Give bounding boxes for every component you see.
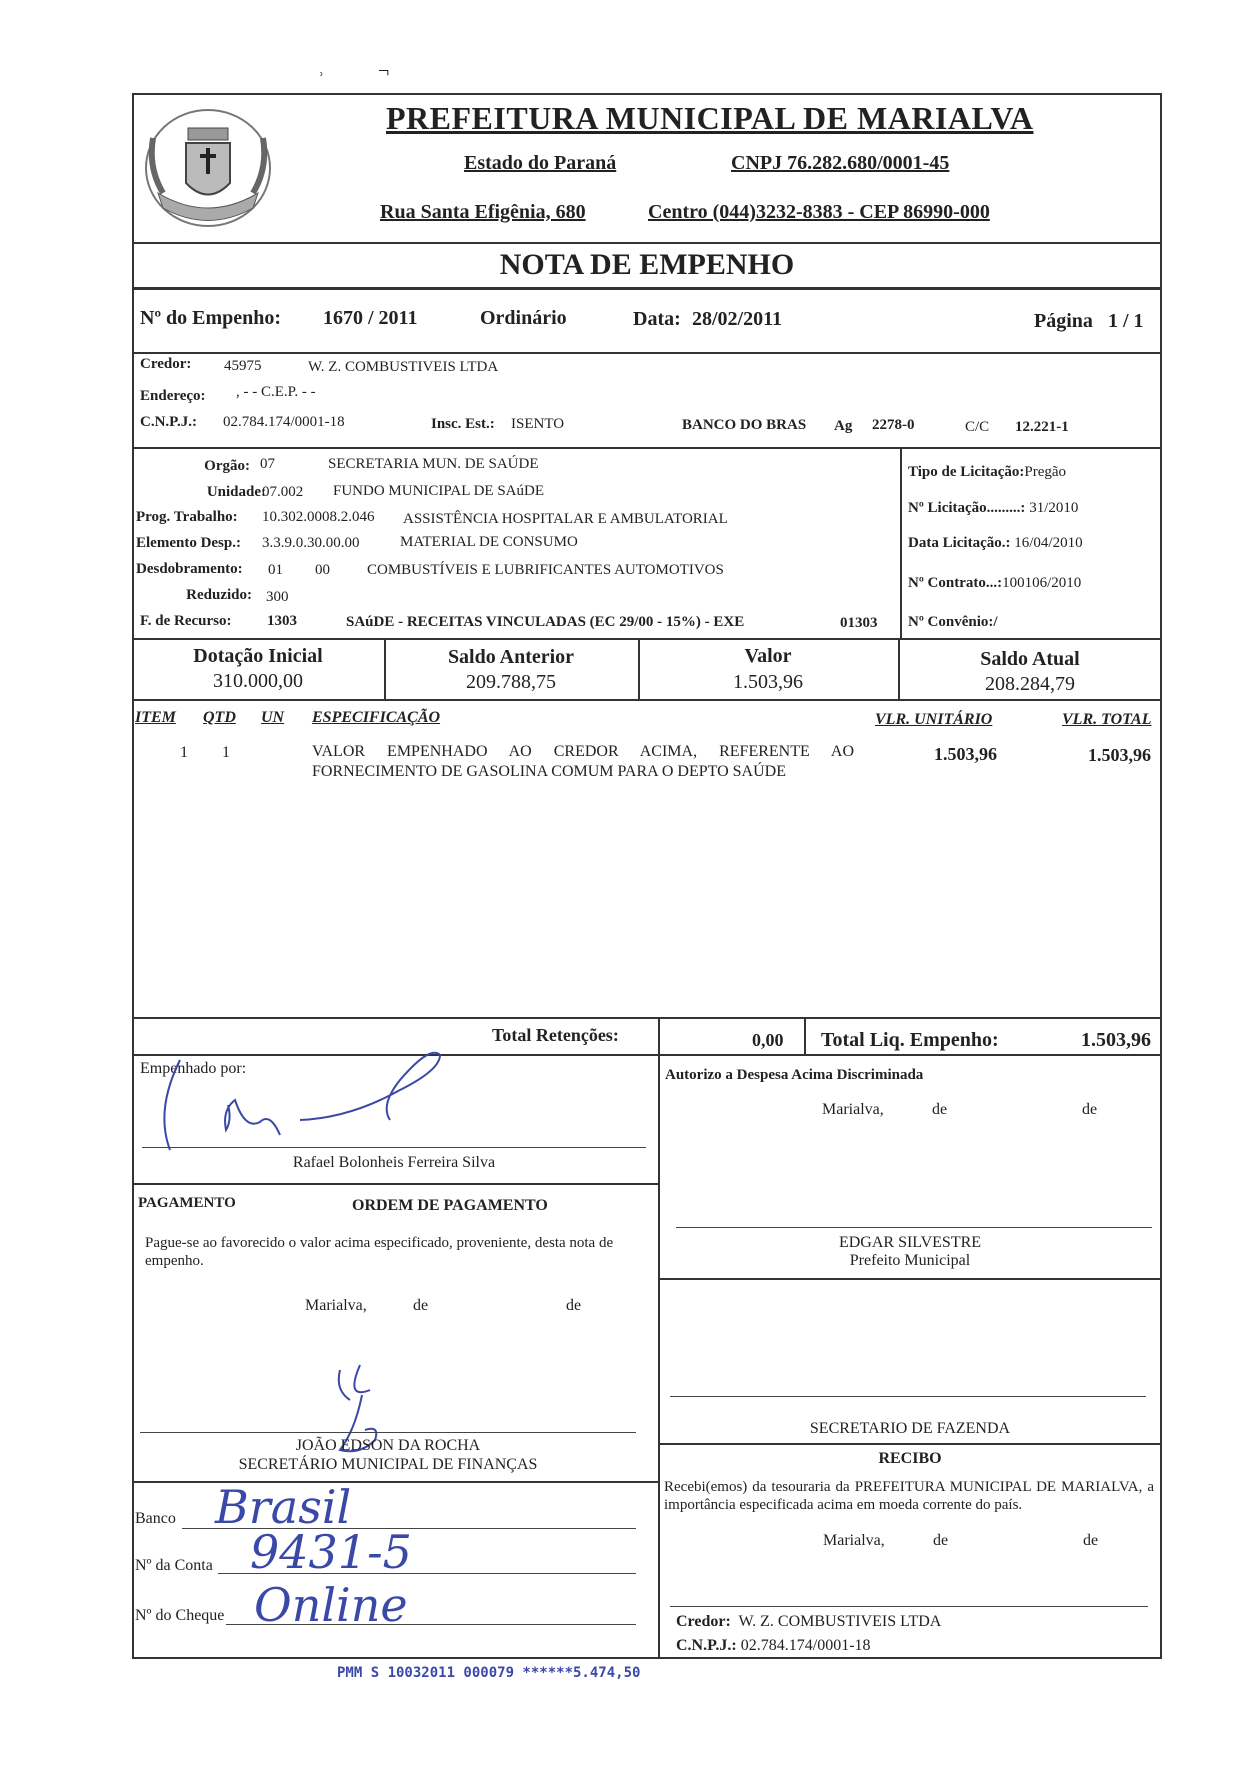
credor-code: 45975 bbox=[224, 358, 262, 374]
licitacao-number-value: 31/2010 bbox=[1029, 500, 1079, 516]
page-label: Página bbox=[1034, 310, 1093, 332]
col-item: ITEM bbox=[135, 709, 176, 726]
banco-label: Banco bbox=[135, 1510, 176, 1527]
total-liq-label: Total Liq. Empenho: bbox=[821, 1029, 999, 1051]
cheque-handwritten: Online bbox=[254, 1578, 408, 1632]
desdobramento-label: Desdobramento: bbox=[136, 561, 243, 577]
col-qtd: QTD bbox=[203, 709, 236, 726]
item-number: 1 bbox=[180, 744, 188, 761]
stray-mark: ¬ bbox=[378, 60, 390, 82]
licitacao-number bbox=[908, 500, 1078, 517]
signature-empenhado bbox=[150, 1050, 470, 1160]
reduzido-label: Reduzido: bbox=[186, 587, 252, 603]
autorizo-de-1: de bbox=[932, 1101, 948, 1118]
coat-of-arms-icon bbox=[138, 98, 278, 238]
credor-label: Credor: bbox=[140, 356, 192, 372]
conta-handwritten: 9431-5 bbox=[250, 1525, 412, 1579]
stray-mark: ˒ bbox=[318, 60, 325, 82]
col-un: UN bbox=[261, 709, 285, 726]
licitacao-date-label: Data Licitação.: bbox=[908, 535, 1011, 551]
prefeito-cargo: Prefeito Municipal bbox=[849, 1252, 971, 1269]
unidade-label: Unidade: bbox=[206, 484, 266, 500]
tipo-licitacao-value: Pregão bbox=[1024, 464, 1067, 480]
ordem-pagamento-label: ORDEM DE PAGAMENTO bbox=[352, 1197, 548, 1214]
item-spec-line1: VALOR EMPENHADO AO CREDOR ACIMA, REFERENTE AO bbox=[312, 743, 854, 760]
credor-cnpj-label: C.N.P.J.: bbox=[140, 414, 197, 430]
dotacao-label: Dotação Inicial bbox=[193, 645, 323, 667]
item-qtd: 1 bbox=[222, 744, 230, 761]
recibo-cnpj-value: 02.784.174/0001-18 bbox=[740, 1637, 871, 1654]
cnpj-label: CNPJ 76.282.680/0001-45 bbox=[731, 152, 950, 174]
agencia-label: Ag bbox=[834, 418, 853, 434]
conta-label: C/C bbox=[965, 419, 990, 435]
elemento-name: MATERIAL DE CONSUMO bbox=[400, 534, 578, 550]
pagamento-label: PAGAMENTO bbox=[138, 1195, 236, 1211]
secfaz-label: SECRETARIO DE FAZENDA bbox=[809, 1420, 1011, 1437]
financas-cargo: SECRETÁRIO MUNICIPAL DE FINANÇAS bbox=[238, 1456, 538, 1473]
desdobramento-b: 00 bbox=[315, 562, 330, 578]
saldo-atual-value: 208.284,79 bbox=[985, 673, 1075, 695]
page-number: 1 / 1 bbox=[1108, 310, 1144, 332]
autorizo-de-2: de bbox=[1082, 1101, 1098, 1118]
total-retencoes-value: 0,00 bbox=[752, 1030, 784, 1050]
orgao-label: Orgão: bbox=[204, 458, 250, 474]
total-retencoes-label: Total Retenções: bbox=[492, 1025, 619, 1045]
banco-name: BANCO DO BRAS bbox=[682, 417, 807, 433]
empenho-number: 1670 / 2011 bbox=[323, 307, 418, 329]
elemento-label: Elemento Desp.: bbox=[136, 535, 241, 551]
pagamento-de-1: de bbox=[413, 1297, 429, 1314]
col-vlr-total: VLR. TOTAL bbox=[1062, 711, 1152, 728]
state-label: Estado do Paraná bbox=[464, 152, 617, 174]
total-liq-value: 1.503,96 bbox=[1081, 1029, 1151, 1051]
credor-name: W. Z. COMBUSTIVEIS LTDA bbox=[308, 359, 499, 375]
pagamento-de-2: de bbox=[566, 1297, 582, 1314]
endereco-label: Endereço: bbox=[140, 388, 206, 404]
prefeito-nome: EDGAR SILVESTRE bbox=[838, 1234, 982, 1251]
autorizo-label: Autorizo a Despesa Acima Discriminada bbox=[665, 1067, 924, 1083]
footer-stamp: PMM S 10032011 000079 ******5.474,50 bbox=[337, 1665, 641, 1681]
empenhado-nome: Rafael Bolonheis Ferreira Silva bbox=[292, 1154, 496, 1171]
agencia-value: 2278-0 bbox=[872, 417, 915, 433]
tipo-licitacao-label bbox=[908, 464, 1066, 481]
recibo-label: RECIBO bbox=[878, 1450, 942, 1467]
desdobramento-name: COMBUSTÍVEIS E LUBRIFICANTES AUTOMOTIVOS bbox=[367, 562, 724, 578]
desdobramento-a: 01 bbox=[268, 562, 283, 578]
recibo-de-2: de bbox=[1083, 1532, 1099, 1549]
saldo-anterior-value: 209.788,75 bbox=[466, 671, 556, 693]
recurso-code-2: 01303 bbox=[840, 615, 878, 631]
tipo-licitacao-label-text: Tipo de Licitação: bbox=[908, 464, 1025, 480]
recibo-de-1: de bbox=[933, 1532, 949, 1549]
banco-handwritten: Brasil bbox=[215, 1480, 352, 1534]
institution-title: PREFEITURA MUNICIPAL DE MARIALVA bbox=[386, 100, 1034, 136]
saldo-anterior-label: Saldo Anterior bbox=[447, 646, 575, 668]
contrato bbox=[908, 575, 1081, 592]
empenho-type: Ordinário bbox=[480, 307, 567, 329]
conta-label: Nº da Conta bbox=[135, 1557, 213, 1574]
orgao-name: SECRETARIA MUN. DE SAÚDE bbox=[328, 456, 539, 472]
licitacao-date bbox=[908, 535, 1083, 552]
recurso-name: SAúDE - RECEITAS VINCULADAS (EC 29/00 - 15%) - EXE bbox=[346, 614, 745, 630]
prog-label: Prog. Trabalho: bbox=[136, 509, 238, 525]
saldo-atual-label: Saldo Atual bbox=[980, 648, 1080, 670]
autorizo-marialva: Marialva, bbox=[822, 1101, 884, 1118]
col-especificacao: ESPECIFICAÇÃO bbox=[312, 709, 441, 726]
licitacao-date-value: 16/04/2010 bbox=[1014, 535, 1083, 551]
contact-label: Centro (044)3232-8383 - CEP 86990-000 bbox=[648, 201, 990, 223]
recurso-label: F. de Recurso: bbox=[140, 613, 232, 629]
pague-text: Pague-se ao favorecido o valor acima especificado, proveniente, desta nota de empenho. bbox=[145, 1235, 614, 1269]
document-title: NOTA DE EMPENHO bbox=[499, 248, 795, 281]
insc-label: Insc. Est.: bbox=[431, 416, 495, 432]
valor-label: Valor bbox=[744, 645, 792, 667]
endereco-value: , - - C.E.P. - - bbox=[236, 384, 316, 400]
orgao-code: 07 bbox=[260, 456, 275, 472]
insc-value: ISENTO bbox=[511, 416, 565, 432]
contrato-value: 100106/2010 bbox=[1002, 575, 1082, 591]
empenho-number-label: Nº do Empenho: bbox=[140, 307, 282, 329]
recibo-credor-name: W. Z. COMBUSTIVEIS LTDA bbox=[738, 1613, 942, 1630]
item-unit-value: 1.503,96 bbox=[934, 744, 997, 764]
empenho-date: 28/02/2011 bbox=[692, 308, 783, 330]
recurso-code: 1303 bbox=[267, 613, 297, 629]
recibo-cnpj-label: C.N.P.J.: bbox=[676, 1637, 737, 1654]
valor-value: 1.503,96 bbox=[733, 671, 803, 693]
empenhado-label: Empenhado por: bbox=[140, 1060, 247, 1077]
prog-code: 10.302.0008.2.046 bbox=[262, 509, 375, 525]
financas-nome: JOÃO EDSON DA ROCHA bbox=[295, 1437, 481, 1454]
recibo-marialva: Marialva, bbox=[823, 1532, 885, 1549]
credor-cnpj: 02.784.174/0001-18 bbox=[223, 414, 345, 430]
recibo-text: Recebi(emos) da tesouraria da PREFEITURA MUNICIPAL DE MARIALVA, a importância especificada acima em moeda corrente do país. bbox=[664, 1479, 1154, 1513]
recibo-credor-label: Credor: bbox=[676, 1613, 731, 1630]
convenio-label: Nº Convênio:/ bbox=[908, 614, 998, 630]
dotacao-value: 310.000,00 bbox=[213, 670, 303, 692]
prog-name: ASSISTÊNCIA HOSPITALAR E AMBULATORIAL bbox=[403, 511, 728, 527]
conta-value: 12.221-1 bbox=[1015, 419, 1069, 435]
contrato-label: Nº Contrato...: bbox=[908, 575, 1003, 591]
recibo-cnpj bbox=[676, 1637, 871, 1655]
item-total-value: 1.503,96 bbox=[1088, 745, 1151, 765]
unidade-name: FUNDO MUNICIPAL DE SAúDE bbox=[333, 483, 544, 499]
reduzido-value: 300 bbox=[266, 589, 289, 605]
col-vlr-unitario: VLR. UNITÁRIO bbox=[875, 711, 993, 728]
recibo-credor bbox=[676, 1613, 941, 1631]
item-spec-line2: FORNECIMENTO DE GASOLINA COMUM PARA O DEPTO SAÚDE bbox=[312, 763, 786, 780]
elemento-code: 3.3.9.0.30.00.00 bbox=[262, 535, 360, 551]
pagamento-marialva: Marialva, bbox=[305, 1297, 367, 1314]
unidade-code: 07.002 bbox=[262, 484, 304, 500]
licitacao-number-label: Nº Licitação.........: bbox=[908, 500, 1026, 516]
date-label: Data: bbox=[633, 308, 681, 330]
cheque-label: Nº do Cheque bbox=[135, 1607, 225, 1624]
address-label: Rua Santa Efigênia, 680 bbox=[380, 201, 586, 223]
